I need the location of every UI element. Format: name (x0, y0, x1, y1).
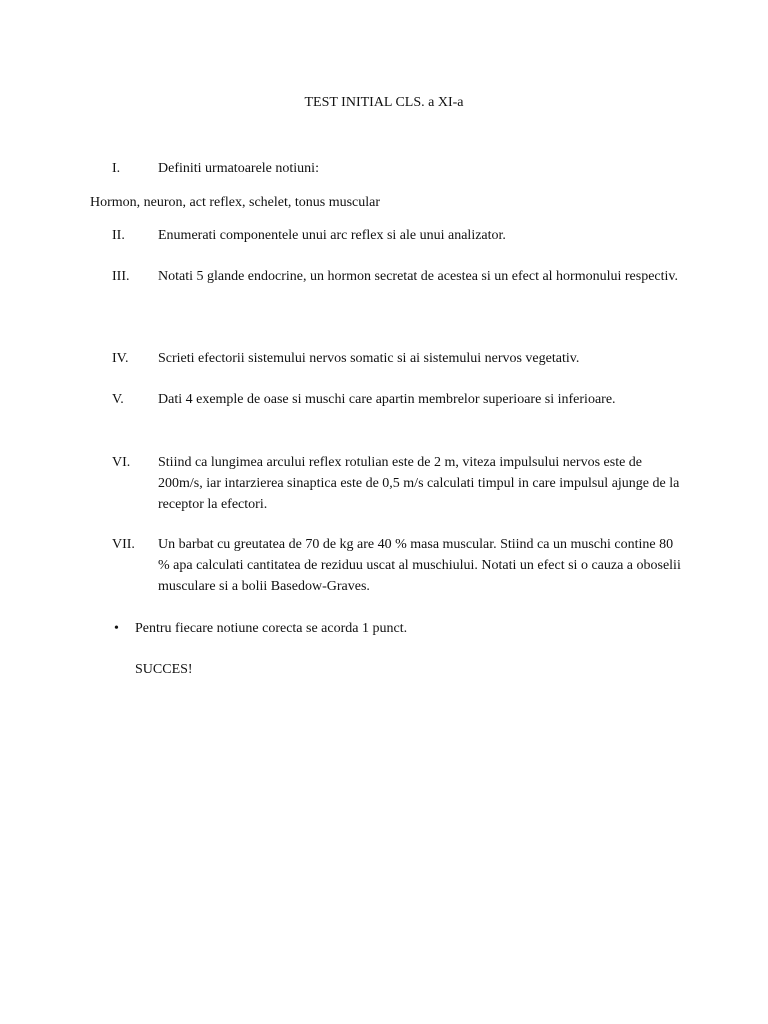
question-6 (112, 452, 682, 515)
question-number: I. (112, 161, 121, 176)
question-number: IV. (112, 351, 129, 366)
document-title: TEST INITIAL CLS. a XI-a (304, 95, 464, 110)
question-number: II. (112, 228, 125, 243)
question-number: V. (112, 392, 124, 407)
question-text: Un barbat cu greutatea de 70 de kg are 40 % masa muscular. Stiind ca un muschi contine 80 % apa calculati cantitatea de reziduu uscat al muschiului. Notati un efect si o cauza a oboselii musculare si a bolii Basedow-Graves. (158, 537, 681, 594)
terms-list: Hormon, neuron, act reflex, schelet, tonus muscular (90, 195, 381, 210)
question-4 (112, 348, 682, 369)
question-text: Stiind ca lungimea arcului reflex rotulian este de 2 m, viteza impulsului nervos este de 200m/s, iar intarzierea sinaptica este de 0,5 m/s calculati timpul in care impulsul ajunge de la receptor la efectori. (158, 455, 680, 512)
scoring-note-text: Pentru fiecare notiune corecta se acorda 1 punct. (135, 621, 408, 636)
question-text: Definiti urmatoarele notiuni: (158, 161, 319, 176)
closing-text: SUCCES! (135, 662, 193, 677)
question-text: Notati 5 glande endocrine, un hormon secretat de acestea si un efect al hormonului respectiv. (158, 269, 679, 284)
question-text: Enumerati componentele unui arc reflex si ale unui analizator. (158, 228, 506, 243)
question-number: VI. (112, 455, 131, 470)
question-text: Dati 4 exemple de oase si muschi care apartin membrelor superioare si inferioare. (158, 392, 616, 407)
bullet-icon: • (114, 621, 119, 636)
question-1 (112, 158, 682, 179)
question-3 (112, 266, 682, 287)
question-2 (112, 225, 682, 246)
question-7 (112, 534, 682, 597)
question-number: III. (112, 269, 130, 284)
scoring-note (112, 618, 672, 639)
question-number: VII. (112, 537, 135, 552)
question-text: Scrieti efectorii sistemului nervos somatic si ai sistemului nervos vegetativ. (158, 351, 580, 366)
question-5 (112, 389, 682, 410)
